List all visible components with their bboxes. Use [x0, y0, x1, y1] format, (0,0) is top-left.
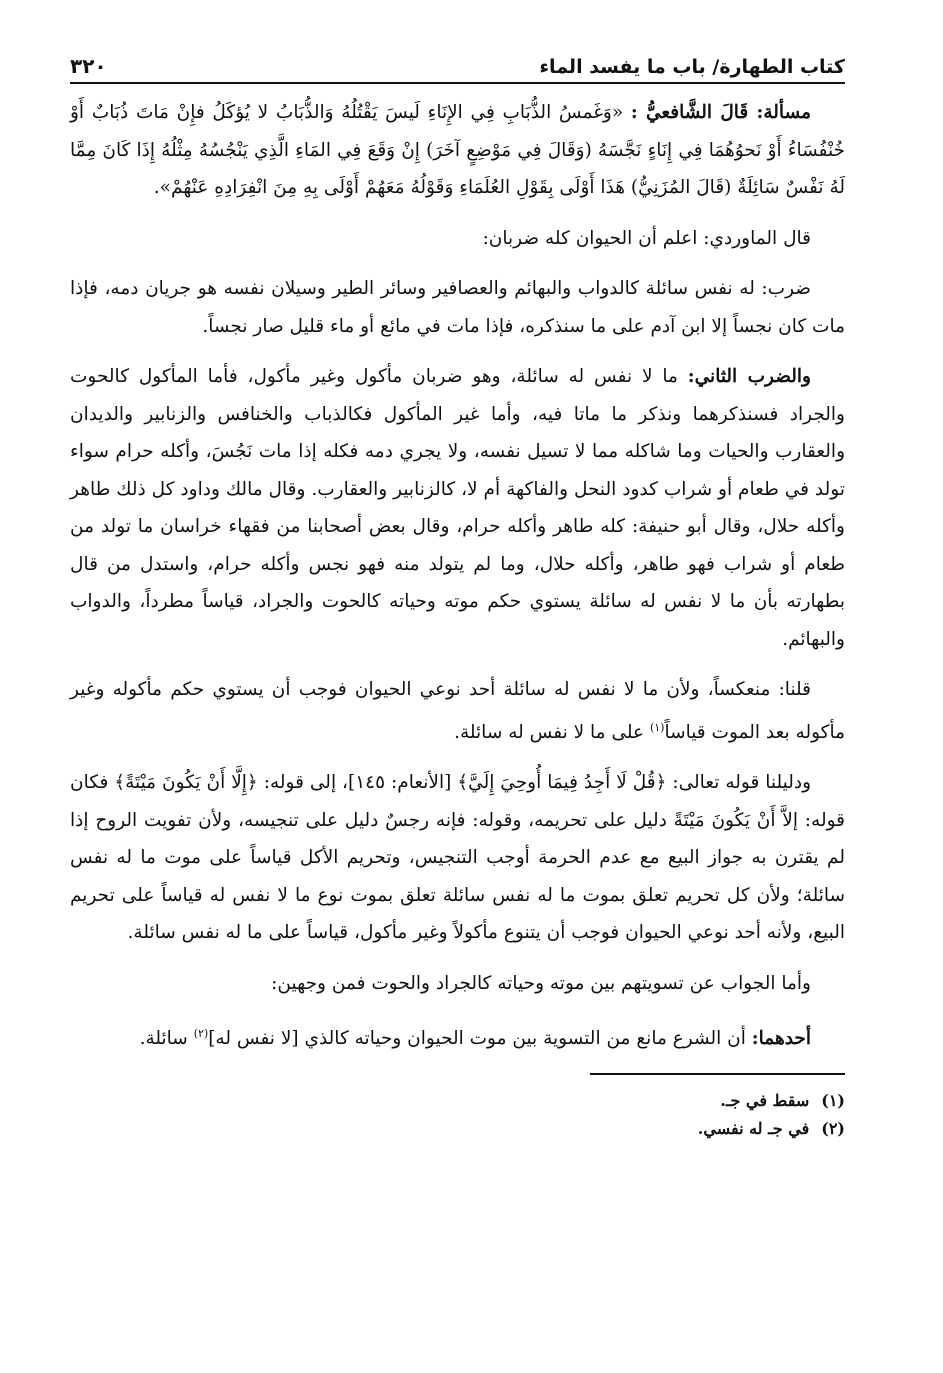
paragraph-text: أن الشرع مانع من التسوية بين موت الحيوان وحياته كالذي [لا نفس له] — [208, 1028, 752, 1050]
paragraph-lead: مسألة: قَالَ الشَّافعيُّ : — [630, 102, 811, 123]
paragraph-text: وأما الجواب عن تسويتهم بين موته وحياته كالجراد والحوت فمن وجهين: — [271, 972, 811, 994]
book-page — [70, 52, 845, 1143]
footnote-text: في جـ له نفسي. — [697, 1118, 810, 1138]
footnote-number: (٢) — [821, 1118, 845, 1138]
page-header — [70, 52, 845, 84]
page-number: ٣٢٠ — [70, 54, 107, 78]
paragraph-text: «وَغَمسُ الذُّبَابِ فِي الإِنَاءِ لَيسَ يَقْتُلُهُ وَالذُّبَابُ لا يُؤكَلُ فإِنْ مَاتَ ذُبَابٌ أَوْ خُنْفُسَاءُ أَوْ نَحوُهُمَا فِي إِنَاءٍ نَجَّسَهُ (وَقَالَ فِي مَوْضِعٍ آخَرَ) إِنْ وَقَعَ فِي المَاءِ الَّذِي يَنْجُسُهُ مِثْلُهُ إِذَا كَانَ مِمَّا لَهُ نَفْسٌ سَائِلَةٌ (قَالَ المُزَنِيُّ) هَذَا أَوْلَى بِقَوْلِ العُلَمَاءِ وَقَوْلُهُ مَعَهُمْ أَوْلَى بِهِ مِنَ انْفِرَادِهِ عَنْهُمْ». — [70, 102, 845, 198]
paragraph-lead: أحدهما: — [751, 1028, 811, 1050]
footnote-number: (١) — [821, 1090, 845, 1110]
paragraph-text: قال الماوردي: اعلم أن الحيوان كله ضربان: — [482, 227, 811, 249]
paragraph-evidence — [70, 764, 845, 952]
footnote-item — [70, 1087, 845, 1115]
paragraph-text-tail: سائلة. — [139, 1028, 194, 1050]
footnote-ref: (٢) — [193, 1027, 209, 1041]
paragraph-first-type — [70, 270, 845, 345]
paragraph-second-type — [70, 358, 845, 658]
paragraph-text: قلنا: منعكساً، ولأن ما لا نفس له سائلة أحد نوعي الحيوان فوجب أن يستوي حكم مأكوله وغير مأكوله بعد الموت قياساً — [70, 679, 845, 743]
paragraph-first-reason — [70, 1015, 845, 1058]
paragraph-answer — [70, 965, 845, 1003]
paragraph-text-tail: على ما لا نفس له سائلة. — [454, 721, 650, 743]
paragraph-mawardi — [70, 220, 845, 258]
main-text — [70, 94, 845, 1058]
footnote-item — [70, 1115, 845, 1143]
paragraph-text: ودليلنا قوله تعالى: ﴿قُلْ لَا أَجِدُ فِيمَا أُوحِيَ إِلَيَّ﴾ [الأنعام: ١٤٥]، إلى قوله: ﴿إِلَّا أَنْ يَكُونَ مَيْتَةً﴾ فكان قوله: إلاَّ أَنْ يَكُونَ مَيْتَةً دليل على تحريمه، وقوله: فإنه رجسٌ دليل على تنجيسه، ولأن تفويت الروح إذا لم يقترن به جواز البيع مع عدم الحرمة أوجب التنجيس، وتحريم الأكل قياساً على موت ما له نفس سائلة؛ ولأن كل تحريم تعلق بموت ما له نفس سائلة تعلق بموت نوع ما لا نفس له قياساً على تحريم البيع، ولأنه أحد نوعي الحيوان فوجب أن يتنوع مأكولاً وغير مأكول، قياساً على ما له نفس سائلة. — [70, 772, 845, 944]
paragraph-qulna — [70, 671, 845, 751]
footnote-ref: (١) — [649, 720, 665, 734]
paragraph-text: ضرب: له نفس سائلة كالدواب والبهائم والعصافير وسائر الطير وسيلان نفسه هو جريان دمه، فإذا مات كان نجساً إلا ابن آدم على ما سنذكره، فإذا مات في مائع أو ماء قليل صار نجساً. — [70, 278, 845, 337]
paragraph-text: ما لا نفس له سائلة، وهو ضربان مأكول وغير مأكول، فأما المأكول كالحوت والجراد فسنذكرهما ونذكر ما ماتا فيه، وأما غير المأكول فكالذباب والخنافس والزنابير والديدان والعقارب والحيات وما شاكله مما لا تسيل نفسه، ولا يجري دمه فكله إذا مات نَجُسَ، وأكله حرام سواء تولد في طعام أو شراب كدود النحل والفاكهة أم لا، كالزنابير والعقارب. وقال مالك وداود كل ذلك طاهر وأكله حلال، وقال أبو حنيفة: كله طاهر وأكله حرام، وقال بعض أصحابنا من فقهاء خراسان ما تولد من طعام أو شراب فهو طاهر، وأكله حلال، وما لم يتولد منه فهو نجس وأكله حرام، واستدل من قال بطهارته بأن ما لا نفس له سائلة يستوي حكم موته وحياته كالحوت والجراد، قياساً مطرداً، والدواب والبهائم. — [70, 366, 845, 650]
paragraph-masala — [70, 94, 845, 207]
footnote-text: سقط في جـ. — [720, 1090, 810, 1110]
footnotes — [70, 1087, 845, 1143]
footnote-divider — [590, 1073, 845, 1075]
running-title: كتاب الطهارة/ باب ما يفسد الماء — [539, 56, 845, 78]
paragraph-lead: والضرب الثاني: — [687, 366, 811, 387]
